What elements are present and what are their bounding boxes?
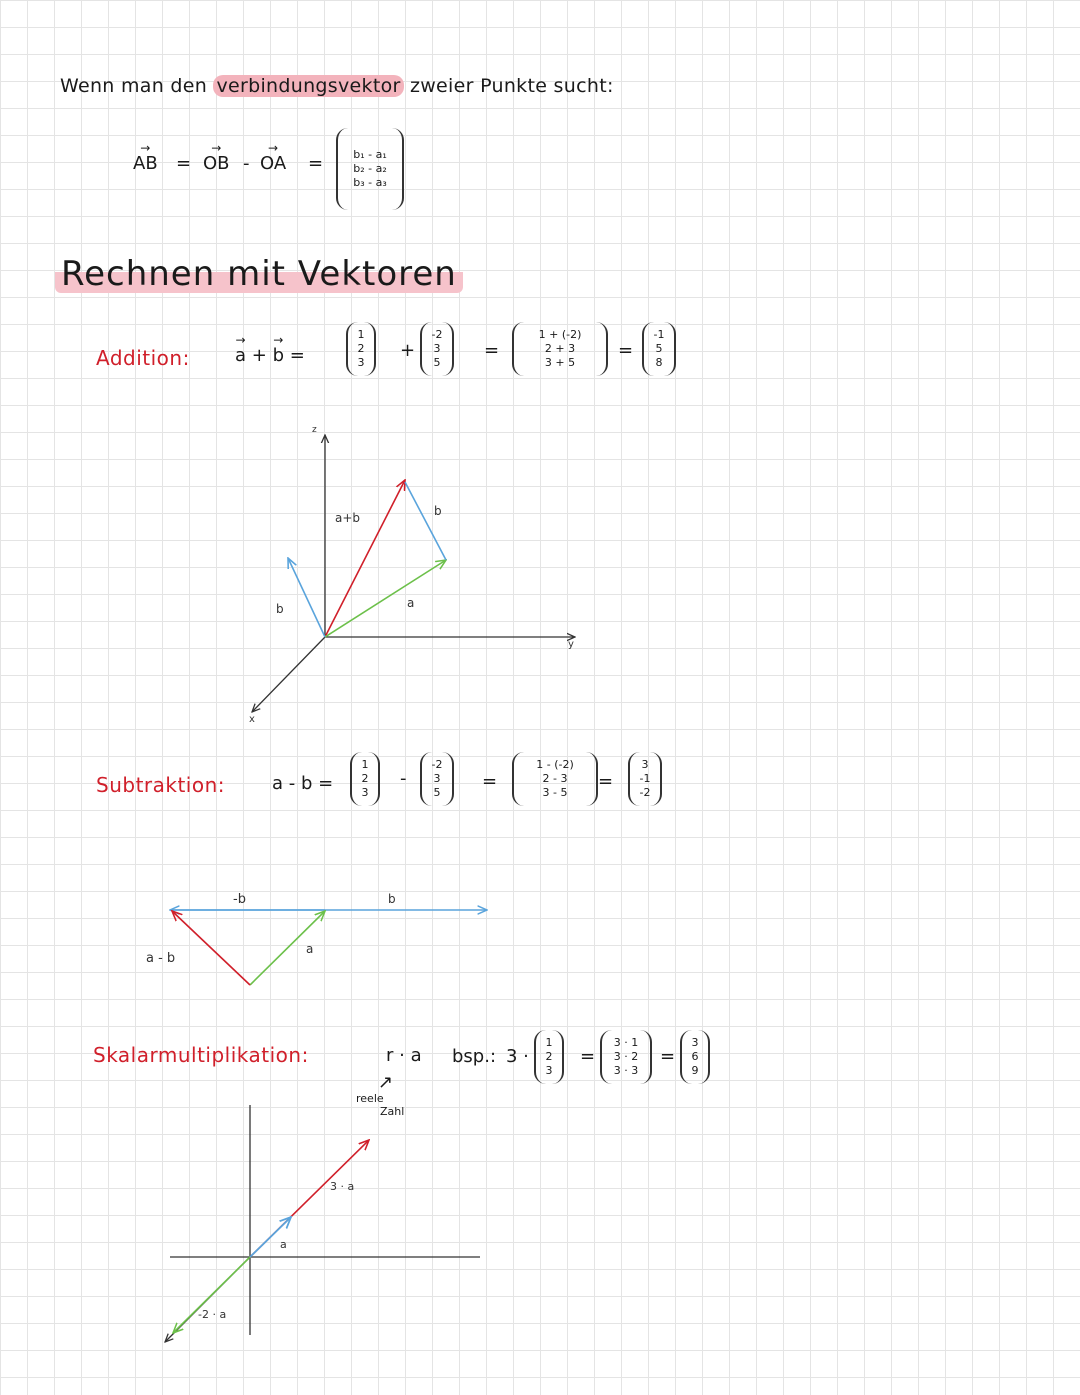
addition-vec-a: 1 2 3	[346, 322, 376, 376]
formula-minus: -	[243, 153, 250, 174]
addition-expr: → a + → b =	[235, 347, 305, 365]
subtraction-eq2: =	[482, 771, 498, 792]
addition-eq2: =	[484, 340, 500, 361]
subtraction-vec-diff: 1 - (-2) 2 - 3 3 - 5	[512, 752, 598, 806]
label-a: a	[407, 596, 415, 610]
formula-ab: → AB	[133, 155, 158, 173]
subtraction-vec-a: 1 2 3	[350, 752, 380, 806]
scalar-example-label: bsp.:	[452, 1046, 497, 1067]
subtraction-vec-result: 3 -1 -2	[628, 752, 662, 806]
subtraction-diagram	[146, 892, 487, 985]
formula-eq1: =	[176, 153, 192, 174]
scalar-eq2: =	[660, 1046, 676, 1067]
section-heading: Rechnen mit Vektoren	[55, 255, 463, 293]
addition-diagram	[249, 425, 575, 725]
scalar-eq: =	[580, 1046, 596, 1067]
scalar-note-line1: reele	[356, 1092, 384, 1105]
scalar-vec-a: 1 2 3	[534, 1030, 564, 1084]
x-axis	[252, 637, 325, 712]
subtraction-vec-b: -2 3 5	[420, 752, 454, 806]
subtraction-expr: a - b =	[272, 773, 334, 794]
axis-z-label: z	[312, 425, 317, 435]
label-b-left: b	[276, 602, 284, 616]
vector-a	[325, 560, 446, 637]
label-3a: 3 · a	[330, 1180, 355, 1193]
label-a-scalar: a	[280, 1238, 287, 1251]
vector-a-scalar	[250, 1217, 291, 1257]
subtraction-eq3: =	[598, 771, 614, 792]
scalar-label: Skalarmultiplikation:	[93, 1043, 309, 1067]
vector-a-minus-b	[172, 911, 250, 985]
intro-highlight: verbindungsvektor	[213, 75, 403, 97]
scalar-factor: 3 ·	[506, 1046, 529, 1067]
vector-a-plus-b	[325, 480, 405, 637]
label-a-sub: a	[306, 942, 314, 956]
label-a-minus-b: a - b	[146, 951, 176, 966]
axis-x-label: x	[249, 714, 255, 725]
label-neg2a: -2 · a	[198, 1308, 227, 1321]
formula-eq2: =	[308, 153, 324, 174]
scalar-note-line2: Zahl	[380, 1105, 405, 1118]
label-b-sub: b	[388, 892, 396, 906]
addition-vec-b: -2 3 5	[420, 322, 454, 376]
scalar-note-arrow: ↗	[378, 1072, 394, 1093]
formula-ob: → OB	[203, 155, 230, 173]
vector-a-sub	[250, 911, 325, 985]
intro-before: Wenn man den	[60, 75, 214, 97]
addition-plus: +	[400, 340, 416, 361]
connection-column-vector: b₁ - a₁ b₂ - a₂ b₃ - a₃	[336, 128, 404, 210]
scalar-vec-mult: 3 · 1 3 · 2 3 · 3	[600, 1030, 652, 1084]
subtraction-minus: -	[400, 768, 407, 789]
formula-oa: → OA	[260, 155, 286, 173]
addition-vec-sum: 1 + (-2) 2 + 3 3 + 5	[512, 322, 608, 376]
addition-vec-result: -1 5 8	[642, 322, 676, 376]
axis-y-label: y	[568, 639, 574, 650]
addition-eq3: =	[618, 340, 634, 361]
scalar-expr: r · a	[386, 1045, 422, 1066]
label-b-top: b	[434, 504, 442, 518]
scalar-diagram	[165, 1105, 480, 1342]
vector-b-shifted	[405, 482, 446, 560]
subtraction-label: Subtraktion:	[96, 773, 226, 797]
intro-after: zweier Punkte sucht:	[403, 75, 614, 97]
vector-b	[288, 558, 325, 637]
addition-label: Addition:	[96, 346, 190, 370]
vector-neg2a	[173, 1257, 250, 1333]
label-neg-b: -b	[233, 892, 246, 907]
label-a-plus-b: a+b	[335, 511, 361, 525]
scalar-vec-result: 3 6 9	[680, 1030, 710, 1084]
